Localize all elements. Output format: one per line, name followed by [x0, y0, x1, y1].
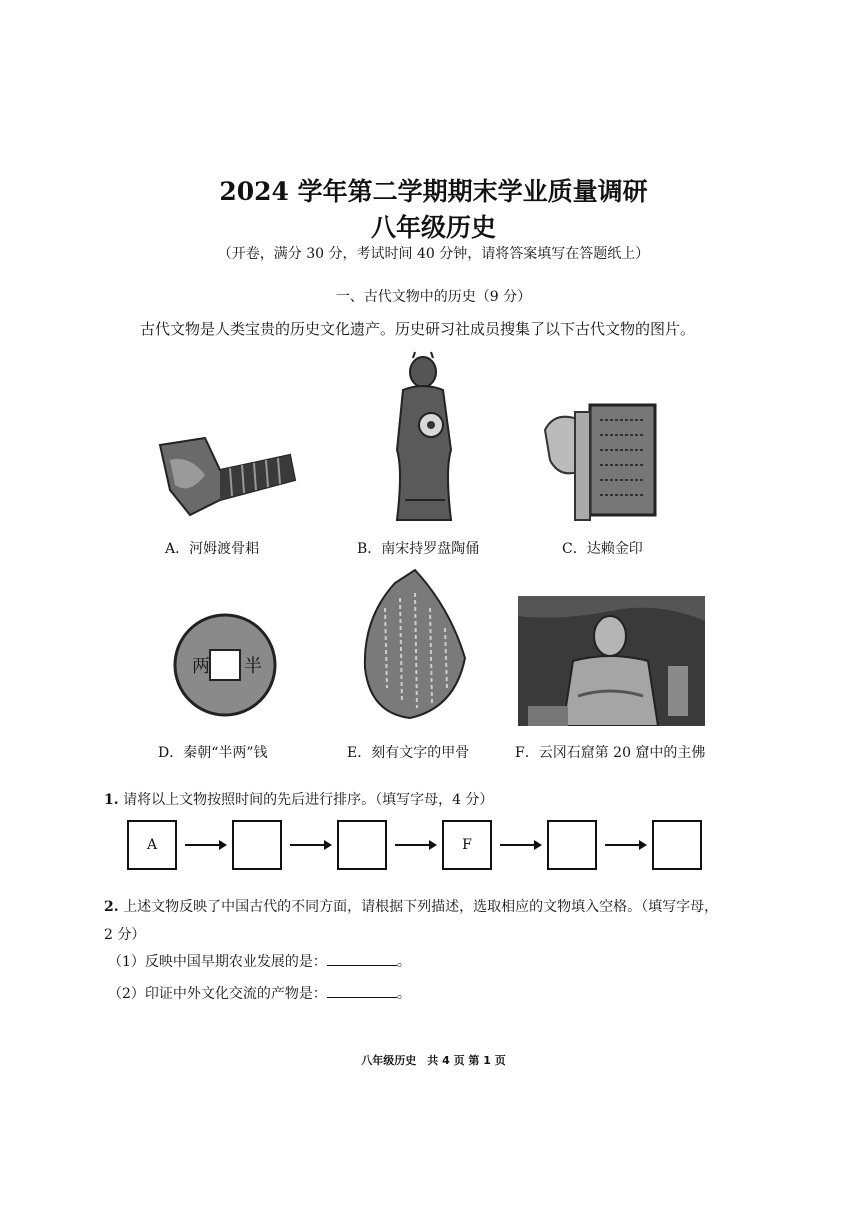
q2-item-2: [108, 980, 411, 1008]
q2-item-1: [108, 948, 411, 976]
sequence-box-5[interactable]: [547, 820, 597, 870]
sequence-arrow: [185, 844, 225, 846]
q2-number: 2.: [104, 899, 119, 915]
caption-a: A．河姆渡骨耜: [165, 541, 260, 557]
artifact-image-a: [150, 430, 300, 520]
artifact-image-e: [355, 568, 470, 723]
sequence-box-1[interactable]: A: [127, 820, 177, 870]
sequence-arrow: [290, 844, 330, 846]
sequence-box-2[interactable]: [232, 820, 282, 870]
answer-blank-1[interactable]: [327, 951, 397, 966]
q2-item-2-label: （2）印证中外文化交流的产物是：: [108, 986, 327, 1002]
exam-subject: 八年级历史: [370, 213, 496, 242]
q2-item-1-label: （1）反映中国早期农业发展的是：: [108, 954, 327, 970]
artifact-image-b: [385, 350, 465, 530]
section-intro: 古代文物是人类宝贵的历史文化遗产。历史研习社成员搜集了以下古代文物的图片。: [140, 320, 696, 338]
exam-title: 2024 学年第二学期期末学业质量调研: [219, 177, 648, 206]
section-heading: 一、古代文物中的历史（9 分）: [335, 289, 532, 305]
sequence-arrow: [500, 844, 540, 846]
sequence-box-3[interactable]: [337, 820, 387, 870]
caption-e: E．刻有文字的甲骨: [347, 745, 470, 761]
coin-text-left: 两: [192, 656, 210, 677]
q1-prompt: [104, 786, 493, 814]
q1-number: 1.: [104, 792, 119, 808]
page-footer: 八年级历史 共 4 页 第 1 页: [361, 1054, 506, 1067]
coin-text-right: 半: [244, 656, 262, 677]
exam-instructions: （开卷，满分 30 分，考试时间 40 分钟，请将答案填写在答题纸上）: [217, 246, 650, 262]
q2-item-2-end: 。: [396, 986, 411, 1002]
artifact-image-c: [535, 390, 665, 525]
q2-item-1-end: 。: [396, 954, 411, 970]
sequence-box-4[interactable]: F: [442, 820, 492, 870]
sequence-arrow: [395, 844, 435, 846]
answer-blank-2[interactable]: [327, 983, 397, 998]
caption-f: F．云冈石窟第 20 窟中的主佛: [515, 745, 706, 761]
artifact-image-f: [518, 596, 705, 726]
artifact-image-d: [170, 610, 280, 720]
sequence-box-6[interactable]: [652, 820, 702, 870]
caption-d: D．秦朝“半两”钱: [158, 745, 268, 761]
caption-b: B．南宋持罗盘陶俑: [357, 541, 480, 557]
q1-text: 请将以上文物按照时间的先后进行排序。（填写字母，4 分）: [123, 792, 494, 808]
q2-text: 上述文物反映了中国古代的不同方面，请根据下列描述，选取相应的文物填入空格。（填写字母，2 分）: [104, 899, 719, 943]
q2-prompt: [104, 893, 724, 949]
caption-c: C．达赖金印: [562, 541, 643, 557]
sequence-arrow: [605, 844, 645, 846]
